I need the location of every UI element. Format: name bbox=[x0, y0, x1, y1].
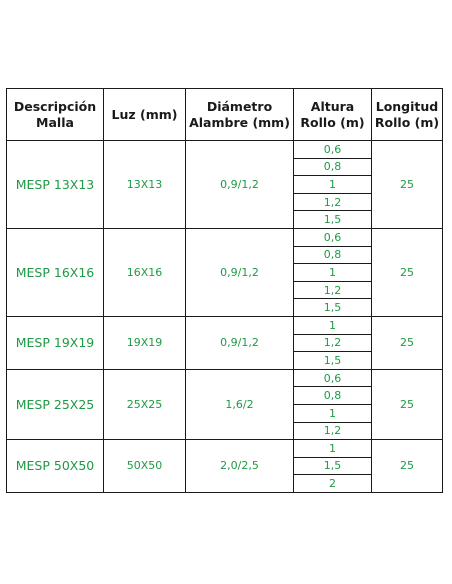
table-row bbox=[7, 316, 443, 334]
cell-diametro: 0,9/1,2 bbox=[186, 141, 294, 229]
cell-altura: 1 bbox=[294, 176, 372, 194]
header-row bbox=[7, 89, 443, 141]
cell-descripcion: MESP 50X50 bbox=[7, 440, 104, 493]
cell-luz: 25X25 bbox=[104, 369, 186, 439]
product-spec-table bbox=[6, 88, 443, 493]
cell-longitud: 25 bbox=[372, 316, 443, 369]
header-descripcion: Descripción Malla bbox=[7, 89, 104, 141]
header-longitud: Longitud Rollo (m) bbox=[372, 89, 443, 141]
cell-luz: 16X16 bbox=[104, 228, 186, 316]
cell-altura: 0,8 bbox=[294, 387, 372, 405]
cell-altura: 1,2 bbox=[294, 193, 372, 211]
cell-diametro: 2,0/2,5 bbox=[186, 440, 294, 493]
table-row bbox=[7, 228, 443, 246]
cell-longitud: 25 bbox=[372, 228, 443, 316]
cell-altura: 0,6 bbox=[294, 141, 372, 159]
cell-longitud: 25 bbox=[372, 141, 443, 229]
cell-altura: 1 bbox=[294, 404, 372, 422]
cell-altura: 1,5 bbox=[294, 352, 372, 370]
cell-altura: 2 bbox=[294, 475, 372, 493]
cell-longitud: 25 bbox=[372, 369, 443, 439]
cell-descripcion: MESP 13X13 bbox=[7, 141, 104, 229]
cell-altura: 0,8 bbox=[294, 246, 372, 264]
cell-diametro: 0,9/1,2 bbox=[186, 316, 294, 369]
header-luz: Luz (mm) bbox=[104, 89, 186, 141]
cell-luz: 13X13 bbox=[104, 141, 186, 229]
cell-altura: 1,5 bbox=[294, 457, 372, 475]
cell-longitud: 25 bbox=[372, 440, 443, 493]
cell-descripcion: MESP 16X16 bbox=[7, 228, 104, 316]
cell-altura: 1 bbox=[294, 264, 372, 282]
cell-altura: 1,2 bbox=[294, 281, 372, 299]
header-altura: Altura Rollo (m) bbox=[294, 89, 372, 141]
table-row bbox=[7, 369, 443, 387]
cell-altura: 0,6 bbox=[294, 369, 372, 387]
cell-altura: 0,6 bbox=[294, 228, 372, 246]
cell-descripcion: MESP 19X19 bbox=[7, 316, 104, 369]
cell-luz: 50X50 bbox=[104, 440, 186, 493]
cell-altura: 1 bbox=[294, 316, 372, 334]
cell-diametro: 1,6/2 bbox=[186, 369, 294, 439]
table-row bbox=[7, 440, 443, 458]
cell-altura: 0,8 bbox=[294, 158, 372, 176]
cell-diametro: 0,9/1,2 bbox=[186, 228, 294, 316]
cell-altura: 1,2 bbox=[294, 422, 372, 440]
cell-altura: 1 bbox=[294, 440, 372, 458]
cell-descripcion: MESP 25X25 bbox=[7, 369, 104, 439]
table-row bbox=[7, 141, 443, 159]
cell-altura: 1,5 bbox=[294, 211, 372, 229]
cell-luz: 19X19 bbox=[104, 316, 186, 369]
cell-altura: 1,2 bbox=[294, 334, 372, 352]
cell-altura: 1,5 bbox=[294, 299, 372, 317]
table-body bbox=[7, 141, 443, 493]
header-diametro: Diámetro Alambre (mm) bbox=[186, 89, 294, 141]
